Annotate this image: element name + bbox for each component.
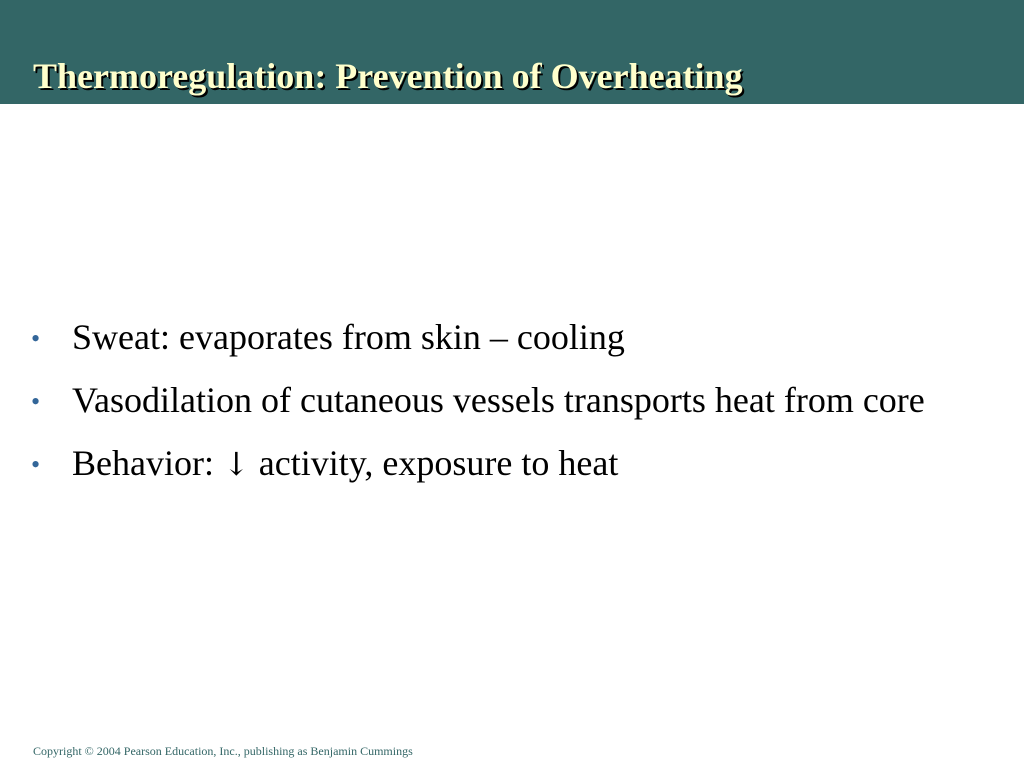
copyright-footer: Copyright © 2004 Pearson Education, Inc., publishing as Benjamin Cummings bbox=[33, 744, 413, 758]
bullet-text: Sweat: evaporates from skin – cooling bbox=[72, 317, 625, 357]
bullet-item-sweat bbox=[28, 316, 988, 358]
bullet-text-suffix: activity, exposure to heat bbox=[249, 443, 619, 483]
bullet-list bbox=[28, 316, 988, 506]
bullet-marker: • bbox=[31, 324, 41, 353]
bullet-item-behavior bbox=[28, 442, 988, 485]
down-arrow-icon: ↓ bbox=[222, 445, 250, 483]
bullet-text: Vasodilation of cutaneous vessels transports heat from core bbox=[72, 380, 925, 420]
slide-title: Thermoregulation: Prevention of Overheating bbox=[33, 56, 743, 96]
bullet-marker: • bbox=[31, 450, 41, 479]
bullet-item-vasodilation bbox=[28, 379, 988, 421]
bullet-text-prefix: Behavior: bbox=[72, 443, 223, 483]
bullet-marker: • bbox=[31, 387, 41, 416]
